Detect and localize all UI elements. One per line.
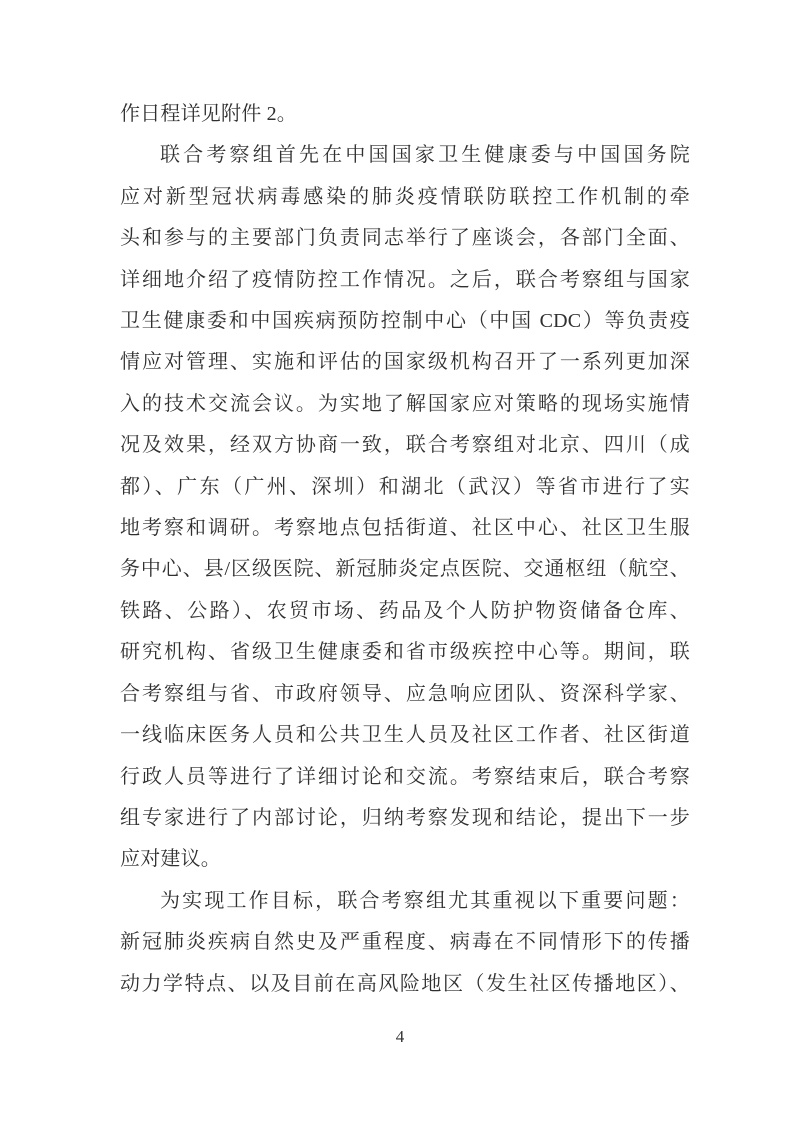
text-line: 合考察组与省、市政府领导、应急响应团队、资深科学家、 [120,682,690,705]
document-text [120,94,690,1005]
text-line: 一线临床医务人员和公共卫生人员及社区工作者、社区街道 [120,724,690,747]
text-line: 为实现工作目标，联合考察组尤其重视以下重要问题： [160,889,690,912]
text-line: 务中心、县/区级医院、新冠肺炎定点医院、交通枢纽（航空、 [120,558,690,581]
text-line: 行政人员等进行了详细讨论和交流。考察结束后，联合考察 [120,765,690,788]
text-line: 都）、广东（广州、深圳）和湖北（武汉）等省市进行了实 [120,475,690,498]
page-number: 4 [395,1027,405,1046]
text-line: 详细地介绍了疫情防控工作情况。之后，联合考察组与国家 [120,268,690,291]
text-line: 头和参与的主要部门负责同志举行了座谈会，各部门全面、 [120,227,690,250]
text-line: 新冠肺炎疾病自然史及严重程度、病毒在不同情形下的传播 [120,931,690,954]
text-line: 卫生健康委和中国疾病预防控制中心（中国 CDC）等负责疫 [120,310,690,333]
text-line: 况及效果，经双方协商一致，联合考察组对北京、四川（成 [120,434,690,457]
text-line: 动力学特点、以及目前在高风险地区（发生社区传播地区）、 [120,972,690,995]
text-line: 情应对管理、实施和评估的国家级机构召开了一系列更加深 [120,351,690,374]
text-line: 组专家进行了内部讨论，归纳考察发现和结论，提出下一步 [120,806,690,829]
text-line: 入的技术交流会议。为实地了解国家应对策略的现场实施情 [120,392,690,415]
text-line: 研究机构、省级卫生健康委和省市级疾控中心等。期间，联 [120,641,690,664]
text-line: 应对建议。 [120,848,221,871]
text-line: 联合考察组首先在中国国家卫生健康委与中国国务院 [160,144,690,167]
text-line: 地考察和调研。考察地点包括街道、社区中心、社区卫生服 [120,517,690,540]
text-line: 应对新型冠状病毒感染的肺炎疫情联防联控工作机制的牵 [120,185,690,208]
text-line: 铁路、公路）、农贸市场、药品及个人防护物资储备仓库、 [120,599,690,622]
text-line: 作日程详见附件 2。 [120,103,297,125]
